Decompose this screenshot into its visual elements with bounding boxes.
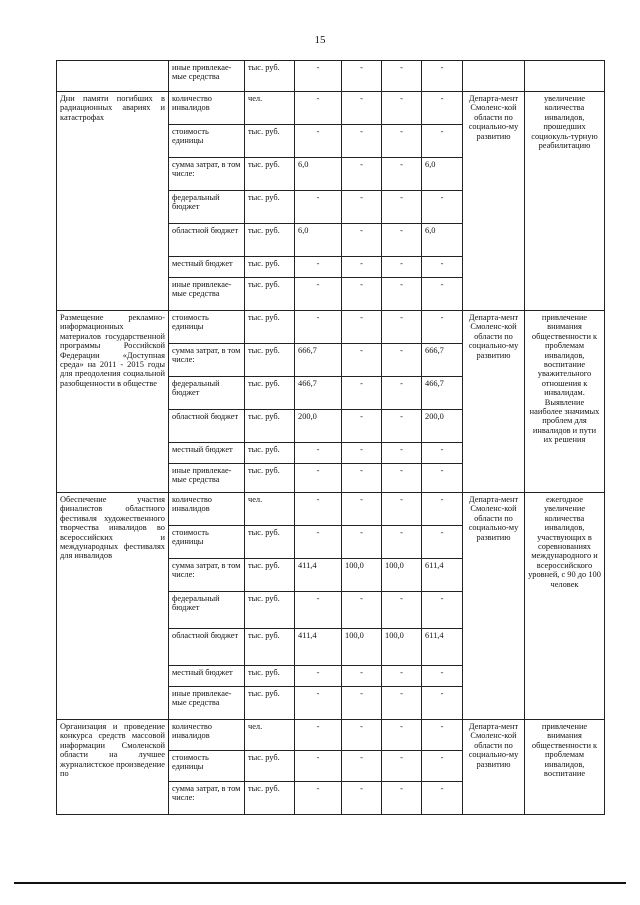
value-cell: - <box>382 410 422 443</box>
value-cell: - <box>295 751 342 782</box>
value-cell: - <box>422 464 463 493</box>
value-cell: - <box>382 687 422 720</box>
value-cell: - <box>342 443 382 464</box>
activity-name-cell: Организация и проведение конкурса средств массовой информации Смоленской области на лучшее журналистское произведение по <box>57 720 169 815</box>
value-cell: - <box>422 92 463 125</box>
value-cell: - <box>422 311 463 344</box>
indicator-cell: областной бюджет <box>169 410 245 443</box>
indicator-cell: количество инвалидов <box>169 92 245 125</box>
unit-cell: тыс. руб. <box>245 344 295 377</box>
value-cell: 411,4 <box>295 559 342 592</box>
value-cell: 100,0 <box>342 629 382 666</box>
result-cell: увеличение количества инвалидов, прошедших социокуль-турную реабилитацию <box>525 92 605 311</box>
indicator-cell: федеральный бюджет <box>169 377 245 410</box>
unit-cell: тыс. руб. <box>245 377 295 410</box>
activity-name-cell: Обеспечение участия финалистов областного фестиваля художественного творчества инвалидов во всероссийских и международных фестивалях для инвалидов <box>57 493 169 720</box>
value-cell: - <box>342 782 382 815</box>
value-cell: - <box>295 526 342 559</box>
value-cell: - <box>295 257 342 278</box>
value-cell: - <box>295 493 342 526</box>
value-cell: - <box>382 720 422 751</box>
value-cell: - <box>382 666 422 687</box>
value-cell: - <box>382 464 422 493</box>
result-cell: ежегодное увеличение количества инвалидов, участвующих в соревнованиях международного и всероссийского уровней, с 90 до 100 человек <box>525 493 605 720</box>
value-cell: - <box>382 311 422 344</box>
value-cell: - <box>342 344 382 377</box>
value-cell: - <box>422 666 463 687</box>
value-cell: - <box>342 526 382 559</box>
value-cell: - <box>422 592 463 629</box>
page-number: 15 <box>314 34 326 46</box>
value-cell: - <box>295 191 342 224</box>
indicator-cell: количество инвалидов <box>169 493 245 526</box>
unit-cell: тыс. руб. <box>245 224 295 257</box>
value-cell: 611,4 <box>422 559 463 592</box>
unit-cell: тыс. руб. <box>245 257 295 278</box>
activity-name-cell: Размещение рекламно-информационных материалов государственной программы Российской Федерации «Доступная среда» на 2011 - 2015 годы для преодоления социальной разобщенности в обществе <box>57 311 169 493</box>
value-cell: - <box>342 592 382 629</box>
value-cell: - <box>342 191 382 224</box>
value-cell: - <box>382 257 422 278</box>
indicator-cell: областной бюджет <box>169 224 245 257</box>
value-cell: - <box>382 493 422 526</box>
value-cell: 6,0 <box>295 224 342 257</box>
value-cell: - <box>342 125 382 158</box>
table-row <box>57 720 605 751</box>
unit-cell: тыс. руб. <box>245 278 295 311</box>
unit-cell: тыс. руб. <box>245 751 295 782</box>
value-cell: 666,7 <box>295 344 342 377</box>
value-cell: - <box>342 464 382 493</box>
footer-rule <box>14 882 626 884</box>
value-cell: - <box>422 751 463 782</box>
value-cell: - <box>342 311 382 344</box>
unit-cell: тыс. руб. <box>245 410 295 443</box>
value-cell: - <box>342 257 382 278</box>
value-cell: - <box>422 125 463 158</box>
table-row <box>57 61 605 92</box>
value-cell: 611,4 <box>422 629 463 666</box>
value-cell: - <box>382 224 422 257</box>
indicator-cell: стоимость единицы <box>169 311 245 344</box>
indicator-cell: сумма затрат, в том числе: <box>169 158 245 191</box>
value-cell: - <box>342 410 382 443</box>
value-cell: - <box>382 158 422 191</box>
result-cell <box>525 61 605 92</box>
unit-cell: тыс. руб. <box>245 526 295 559</box>
activity-name-cell: Дни памяти погибших в радиационных авариях и катастрофах <box>57 92 169 311</box>
indicator-cell: стоимость единицы <box>169 125 245 158</box>
value-cell: 6,0 <box>295 158 342 191</box>
value-cell: - <box>422 278 463 311</box>
value-cell: 6,0 <box>422 224 463 257</box>
indicator-cell: стоимость единицы <box>169 526 245 559</box>
value-cell: - <box>295 61 342 92</box>
indicator-cell: сумма затрат, в том числе: <box>169 344 245 377</box>
value-cell: - <box>422 687 463 720</box>
indicator-cell: местный бюджет <box>169 443 245 464</box>
value-cell: - <box>382 344 422 377</box>
unit-cell: тыс. руб. <box>245 559 295 592</box>
value-cell: - <box>422 782 463 815</box>
department-cell: Департа-мент Смоленс-кой области по социально-му развитию <box>463 311 525 493</box>
value-cell: - <box>422 191 463 224</box>
unit-cell: тыс. руб. <box>245 125 295 158</box>
value-cell: - <box>295 592 342 629</box>
indicator-cell: областной бюджет <box>169 629 245 666</box>
department-cell: Департа-мент Смоленс-кой области по социально-му развитию <box>463 493 525 720</box>
value-cell: - <box>342 687 382 720</box>
value-cell: - <box>295 782 342 815</box>
indicator-cell: иные привлекае-мые средства <box>169 61 245 92</box>
value-cell: - <box>342 751 382 782</box>
indicator-cell: сумма затрат, в том числе: <box>169 559 245 592</box>
value-cell: - <box>342 377 382 410</box>
value-cell: - <box>422 61 463 92</box>
value-cell: - <box>422 443 463 464</box>
result-cell: привлечение внимания общественности к проблемам инвалидов, воспитание уважительного отношения к инвалидам. Выявление наиболее значимых проблем для инвалидов и пути их решения <box>525 311 605 493</box>
value-cell: - <box>342 224 382 257</box>
indicator-cell: местный бюджет <box>169 257 245 278</box>
value-cell: - <box>422 526 463 559</box>
value-cell: - <box>295 311 342 344</box>
value-cell: - <box>382 782 422 815</box>
value-cell: 100,0 <box>342 559 382 592</box>
value-cell: - <box>382 61 422 92</box>
value-cell: 200,0 <box>422 410 463 443</box>
value-cell: - <box>295 720 342 751</box>
value-cell: 6,0 <box>422 158 463 191</box>
value-cell: - <box>382 92 422 125</box>
result-cell: привлечение внимания общественности к проблемам инвалидов, воспитание <box>525 720 605 815</box>
program-activities-table <box>56 60 605 815</box>
value-cell: - <box>382 278 422 311</box>
indicator-cell: местный бюджет <box>169 666 245 687</box>
value-cell: - <box>342 720 382 751</box>
value-cell: - <box>382 751 422 782</box>
department-cell: Департа-мент Смоленс-кой области по социально-му развитию <box>463 720 525 815</box>
value-cell: - <box>382 125 422 158</box>
unit-cell: тыс. руб. <box>245 592 295 629</box>
unit-cell: тыс. руб. <box>245 191 295 224</box>
department-cell <box>463 61 525 92</box>
indicator-cell: количество инвалидов <box>169 720 245 751</box>
unit-cell: тыс. руб. <box>245 311 295 344</box>
unit-cell: чел. <box>245 92 295 125</box>
value-cell: 466,7 <box>422 377 463 410</box>
value-cell: - <box>342 158 382 191</box>
value-cell: - <box>342 61 382 92</box>
indicator-cell: иные привлекае-мые средства <box>169 687 245 720</box>
value-cell: - <box>342 666 382 687</box>
value-cell: - <box>382 526 422 559</box>
table-row <box>57 493 605 526</box>
value-cell: - <box>295 125 342 158</box>
unit-cell: тыс. руб. <box>245 464 295 493</box>
indicator-cell: иные привлекае-мые средства <box>169 278 245 311</box>
value-cell: - <box>295 92 342 125</box>
value-cell: - <box>382 592 422 629</box>
unit-cell: тыс. руб. <box>245 666 295 687</box>
value-cell: - <box>342 278 382 311</box>
value-cell: - <box>295 464 342 493</box>
unit-cell: тыс. руб. <box>245 158 295 191</box>
unit-cell: тыс. руб. <box>245 687 295 720</box>
unit-cell: чел. <box>245 720 295 751</box>
value-cell: - <box>295 666 342 687</box>
table-row <box>57 92 605 125</box>
value-cell: - <box>295 278 342 311</box>
value-cell: - <box>382 191 422 224</box>
value-cell: - <box>422 257 463 278</box>
value-cell: 100,0 <box>382 629 422 666</box>
value-cell: - <box>382 377 422 410</box>
value-cell: - <box>295 443 342 464</box>
unit-cell: чел. <box>245 493 295 526</box>
value-cell: - <box>342 92 382 125</box>
value-cell: 200,0 <box>295 410 342 443</box>
unit-cell: тыс. руб. <box>245 629 295 666</box>
value-cell: 466,7 <box>295 377 342 410</box>
value-cell: - <box>382 443 422 464</box>
unit-cell: тыс. руб. <box>245 61 295 92</box>
indicator-cell: федеральный бюджет <box>169 191 245 224</box>
value-cell: - <box>422 720 463 751</box>
indicator-cell: сумма затрат, в том числе: <box>169 782 245 815</box>
department-cell: Департа-мент Смоленс-кой области по социально-му развитию <box>463 92 525 311</box>
table-row <box>57 311 605 344</box>
indicator-cell: иные привлекае-мые средства <box>169 464 245 493</box>
value-cell: 666,7 <box>422 344 463 377</box>
value-cell: - <box>295 687 342 720</box>
value-cell: - <box>342 493 382 526</box>
indicator-cell: федеральный бюджет <box>169 592 245 629</box>
unit-cell: тыс. руб. <box>245 782 295 815</box>
value-cell: - <box>422 493 463 526</box>
value-cell: 411,4 <box>295 629 342 666</box>
activity-name-cell <box>57 61 169 92</box>
indicator-cell: стоимость единицы <box>169 751 245 782</box>
unit-cell: тыс. руб. <box>245 443 295 464</box>
value-cell: 100,0 <box>382 559 422 592</box>
